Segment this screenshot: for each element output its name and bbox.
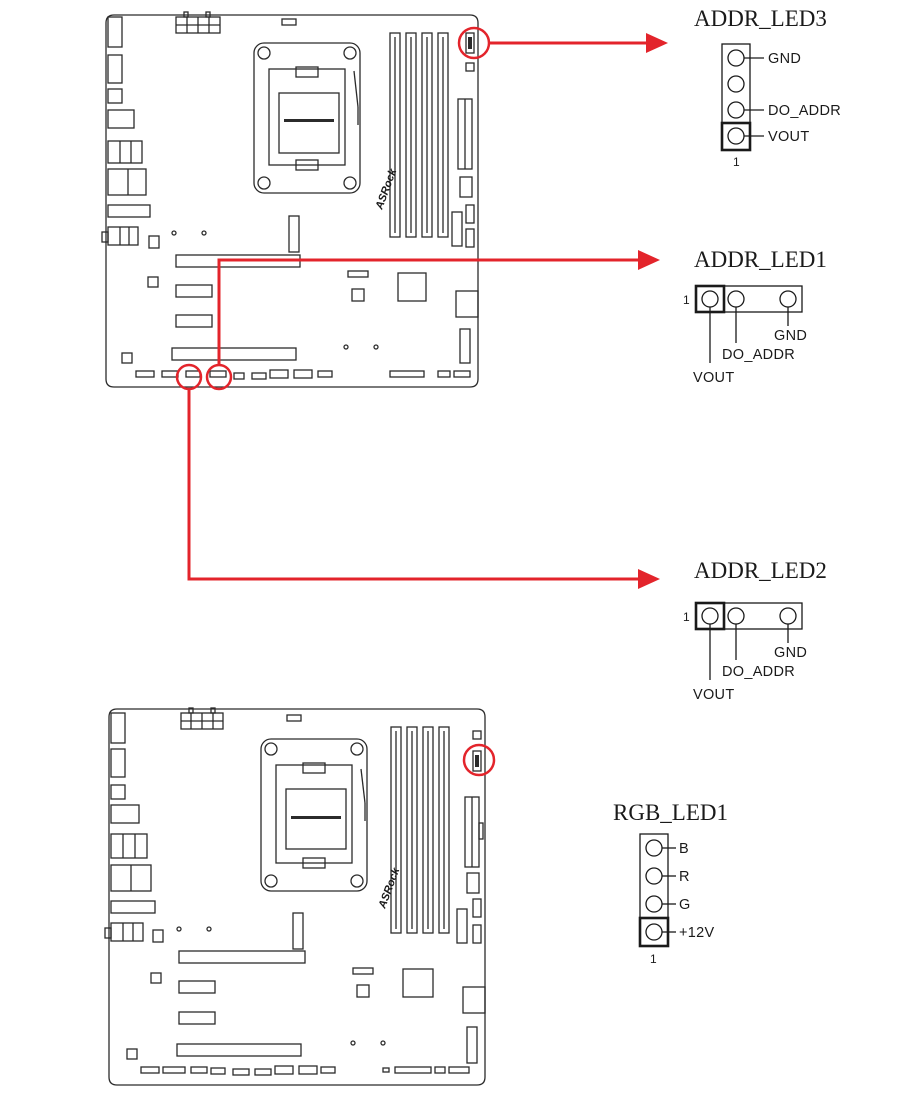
addr-led1-pin-do-addr: DO_ADDR (722, 347, 795, 363)
rear-io (102, 17, 150, 245)
rgb-led1-title: RGB_LED1 (613, 800, 728, 825)
dimm-slots (390, 33, 448, 237)
addr-led3-pin1-mark: 1 (733, 155, 740, 169)
addr-led1-pin-vout: VOUT (693, 370, 735, 386)
cpu-socket (261, 739, 367, 891)
addr-led3-title: ADDR_LED3 (694, 6, 827, 31)
dimm-slots (391, 727, 449, 933)
addr-led1-title: ADDR_LED1 (694, 247, 827, 272)
rgb-led1-pin-g: G (679, 897, 691, 913)
pcie-slots (172, 255, 300, 360)
board-rgb-led1-header (473, 731, 481, 771)
addr-led1-pin1-mark: 1 (683, 293, 690, 307)
arrow-addr-led3 (489, 33, 668, 53)
addr-led2-title: ADDR_LED2 (694, 558, 827, 583)
header-addr-led1 (683, 247, 827, 386)
motherboard-bottom (105, 708, 485, 1085)
addr-led2-pin-vout: VOUT (693, 687, 735, 703)
bottom-headers (136, 370, 470, 379)
addr-led3-pin-gnd: GND (768, 51, 802, 67)
arrow-addr-led2 (189, 389, 660, 589)
board-addr-led3-header (466, 33, 474, 71)
atx-24pin (465, 797, 483, 867)
header-addr-led3 (694, 6, 841, 169)
bottom-headers (141, 1066, 469, 1075)
addr-led3-pin-vout: VOUT (768, 129, 810, 145)
motherboard-top (102, 12, 478, 387)
rgb-led1-pin-12v: +12V (679, 925, 715, 941)
addr-led2-pin1-mark: 1 (683, 610, 690, 624)
board-brand-logo: ASRock (373, 167, 400, 212)
board-brand-logo: ASRock (376, 866, 403, 911)
header-rgb-led1 (613, 800, 728, 966)
header-addr-led2 (683, 558, 827, 703)
addr-led1-pin-gnd: GND (774, 328, 808, 344)
cpu-power-connector (181, 708, 223, 729)
addr-led3-pin-do-addr: DO_ADDR (768, 103, 841, 119)
rear-io (105, 713, 155, 941)
pcie-slots (177, 951, 305, 1056)
addr-led2-pin-do-addr: DO_ADDR (722, 664, 795, 680)
rgb-led1-pin1-mark: 1 (650, 952, 657, 966)
atx-24pin (458, 99, 472, 169)
rgb-led1-pin-r: R (679, 869, 690, 885)
rgb-led1-pin-b: B (679, 841, 689, 857)
cpu-socket (254, 43, 360, 193)
addr-led2-pin-gnd: GND (774, 645, 808, 661)
